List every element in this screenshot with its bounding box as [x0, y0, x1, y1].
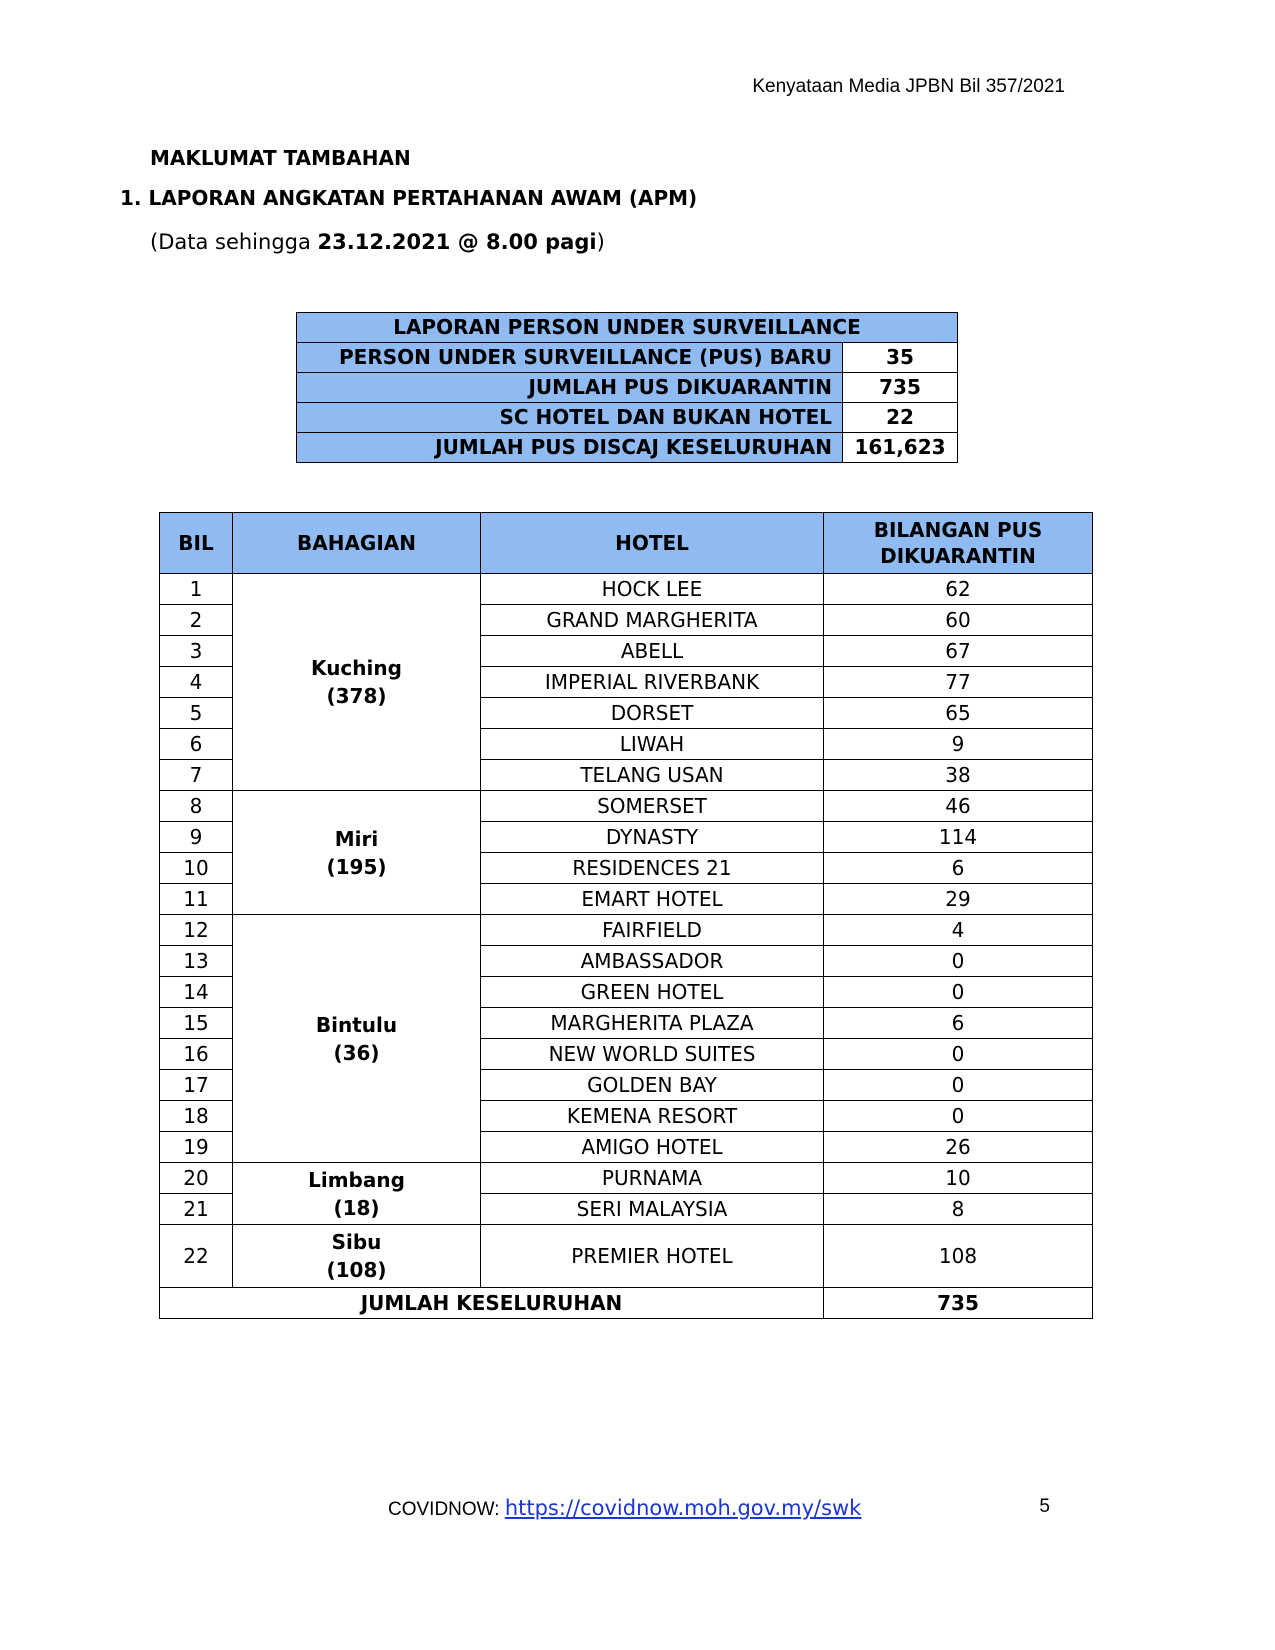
division-cell [233, 915, 481, 1163]
row-hotel: GRAND MARGHERITA [481, 605, 824, 636]
row-hotel: EMART HOTEL [481, 884, 824, 915]
row-count: 114 [824, 822, 1093, 853]
row-bil: 8 [160, 791, 233, 822]
document-reference: Kenyataan Media JPBN Bil 357/2021 [752, 76, 1065, 97]
item-title: 1. LAPORAN ANGKATAN PERTAHANAN AWAM (APM) [120, 186, 698, 210]
division-total: (36) [333, 1040, 380, 1065]
division-cell [233, 791, 481, 915]
header-count [824, 513, 1093, 574]
row-bil: 4 [160, 667, 233, 698]
summary-row [297, 403, 958, 433]
row-hotel: DYNASTY [481, 822, 824, 853]
division-total: (108) [326, 1258, 387, 1282]
row-count: 4 [824, 915, 1093, 946]
row-count: 0 [824, 1070, 1093, 1101]
summary-value: 735 [843, 373, 958, 403]
division-name: Limbang [308, 1167, 405, 1192]
division-total: (195) [326, 854, 387, 879]
summary-row [297, 433, 958, 463]
division-name: Kuching [311, 656, 402, 680]
row-count: 10 [824, 1163, 1093, 1194]
division-name: Sibu [331, 1230, 382, 1254]
row-bil: 13 [160, 946, 233, 977]
row-bil: 6 [160, 729, 233, 760]
row-count: 46 [824, 791, 1093, 822]
summary-value: 35 [843, 343, 958, 373]
row-count: 60 [824, 605, 1093, 636]
row-hotel: SERI MALAYSIA [481, 1194, 824, 1225]
header-bil: BIL [160, 513, 233, 574]
table-row [160, 1225, 1093, 1288]
footer-label: COVIDNOW: [388, 1499, 505, 1520]
division-name: Miri [334, 826, 379, 851]
row-bil: 16 [160, 1039, 233, 1070]
footer [388, 1496, 861, 1521]
row-hotel: IMPERIAL RIVERBANK [481, 667, 824, 698]
row-hotel: TELANG USAN [481, 760, 824, 791]
row-hotel: SOMERSET [481, 791, 824, 822]
division-total: (18) [333, 1195, 380, 1220]
table-row [160, 791, 1093, 822]
data-note-prefix: (Data sehingga [150, 230, 318, 254]
covidnow-link[interactable]: https://covidnow.moh.gov.my/swk [504, 1496, 862, 1520]
row-count: 29 [824, 884, 1093, 915]
row-bil: 1 [160, 574, 233, 605]
row-hotel: AMBASSADOR [481, 946, 824, 977]
row-bil: 11 [160, 884, 233, 915]
header-hotel: HOTEL [481, 513, 824, 574]
row-count: 65 [824, 698, 1093, 729]
row-bil: 17 [160, 1070, 233, 1101]
row-bil: 2 [160, 605, 233, 636]
data-note-suffix: ) [596, 230, 605, 254]
row-bil: 3 [160, 636, 233, 667]
header-count-line1: BILANGAN PUS [873, 518, 1043, 542]
row-bil: 19 [160, 1132, 233, 1163]
row-count: 0 [824, 977, 1093, 1008]
total-value: 735 [824, 1288, 1093, 1319]
row-hotel: HOCK LEE [481, 574, 824, 605]
row-hotel: ABELL [481, 636, 824, 667]
row-count: 9 [824, 729, 1093, 760]
table-row [160, 915, 1093, 946]
row-count: 26 [824, 1132, 1093, 1163]
summary-label: JUMLAH PUS DIKUARANTIN [297, 373, 843, 403]
row-count: 0 [824, 1101, 1093, 1132]
total-label: JUMLAH KESELURUHAN [160, 1288, 824, 1319]
table-header-row [160, 513, 1093, 574]
summary-value: 22 [843, 403, 958, 433]
division-total: (378) [326, 684, 387, 708]
row-bil: 22 [160, 1225, 233, 1288]
header-count-line2: DIKUARANTIN [880, 544, 1036, 568]
row-bil: 14 [160, 977, 233, 1008]
row-hotel: FAIRFIELD [481, 915, 824, 946]
data-note [150, 230, 605, 254]
row-bil: 5 [160, 698, 233, 729]
row-count: 6 [824, 1008, 1093, 1039]
header-bahagian: BAHAGIAN [233, 513, 481, 574]
division-cell [233, 574, 481, 791]
row-count: 108 [824, 1225, 1093, 1288]
summary-label: SC HOTEL DAN BUKAN HOTEL [297, 403, 843, 433]
row-hotel: KEMENA RESORT [481, 1101, 824, 1132]
summary-label: JUMLAH PUS DISCAJ KESELURUHAN [297, 433, 843, 463]
summary-table [296, 312, 958, 463]
row-bil: 15 [160, 1008, 233, 1039]
row-bil: 9 [160, 822, 233, 853]
row-count: 6 [824, 853, 1093, 884]
row-bil: 18 [160, 1101, 233, 1132]
row-bil: 7 [160, 760, 233, 791]
row-count: 8 [824, 1194, 1093, 1225]
row-hotel: GREEN HOTEL [481, 977, 824, 1008]
row-hotel: RESIDENCES 21 [481, 853, 824, 884]
summary-title: LAPORAN PERSON UNDER SURVEILLANCE [297, 313, 958, 343]
row-bil: 20 [160, 1163, 233, 1194]
hotel-quarantine-table [159, 512, 1093, 1319]
row-hotel: LIWAH [481, 729, 824, 760]
row-count: 0 [824, 1039, 1093, 1070]
page-number: 5 [1039, 1496, 1050, 1517]
row-hotel: PREMIER HOTEL [481, 1225, 824, 1288]
summary-value: 161,623 [843, 433, 958, 463]
row-count: 67 [824, 636, 1093, 667]
row-hotel: AMIGO HOTEL [481, 1132, 824, 1163]
table-row [160, 1163, 1093, 1194]
row-hotel: MARGHERITA PLAZA [481, 1008, 824, 1039]
division-cell [233, 1225, 481, 1288]
table-row [160, 574, 1093, 605]
row-hotel: NEW WORLD SUITES [481, 1039, 824, 1070]
row-count: 38 [824, 760, 1093, 791]
row-bil: 21 [160, 1194, 233, 1225]
total-row [160, 1288, 1093, 1319]
row-count: 62 [824, 574, 1093, 605]
row-hotel: GOLDEN BAY [481, 1070, 824, 1101]
summary-row [297, 373, 958, 403]
data-note-date: 23.12.2021 @ 8.00 pagi [317, 230, 597, 254]
row-count: 0 [824, 946, 1093, 977]
row-bil: 10 [160, 853, 233, 884]
summary-label: PERSON UNDER SURVEILLANCE (PUS) BARU [297, 343, 843, 373]
row-hotel: PURNAMA [481, 1163, 824, 1194]
section-title: MAKLUMAT TAMBAHAN [150, 146, 411, 170]
division-name: Bintulu [315, 1012, 398, 1037]
division-cell [233, 1163, 481, 1225]
summary-row [297, 343, 958, 373]
row-bil: 12 [160, 915, 233, 946]
row-hotel: DORSET [481, 698, 824, 729]
row-count: 77 [824, 667, 1093, 698]
